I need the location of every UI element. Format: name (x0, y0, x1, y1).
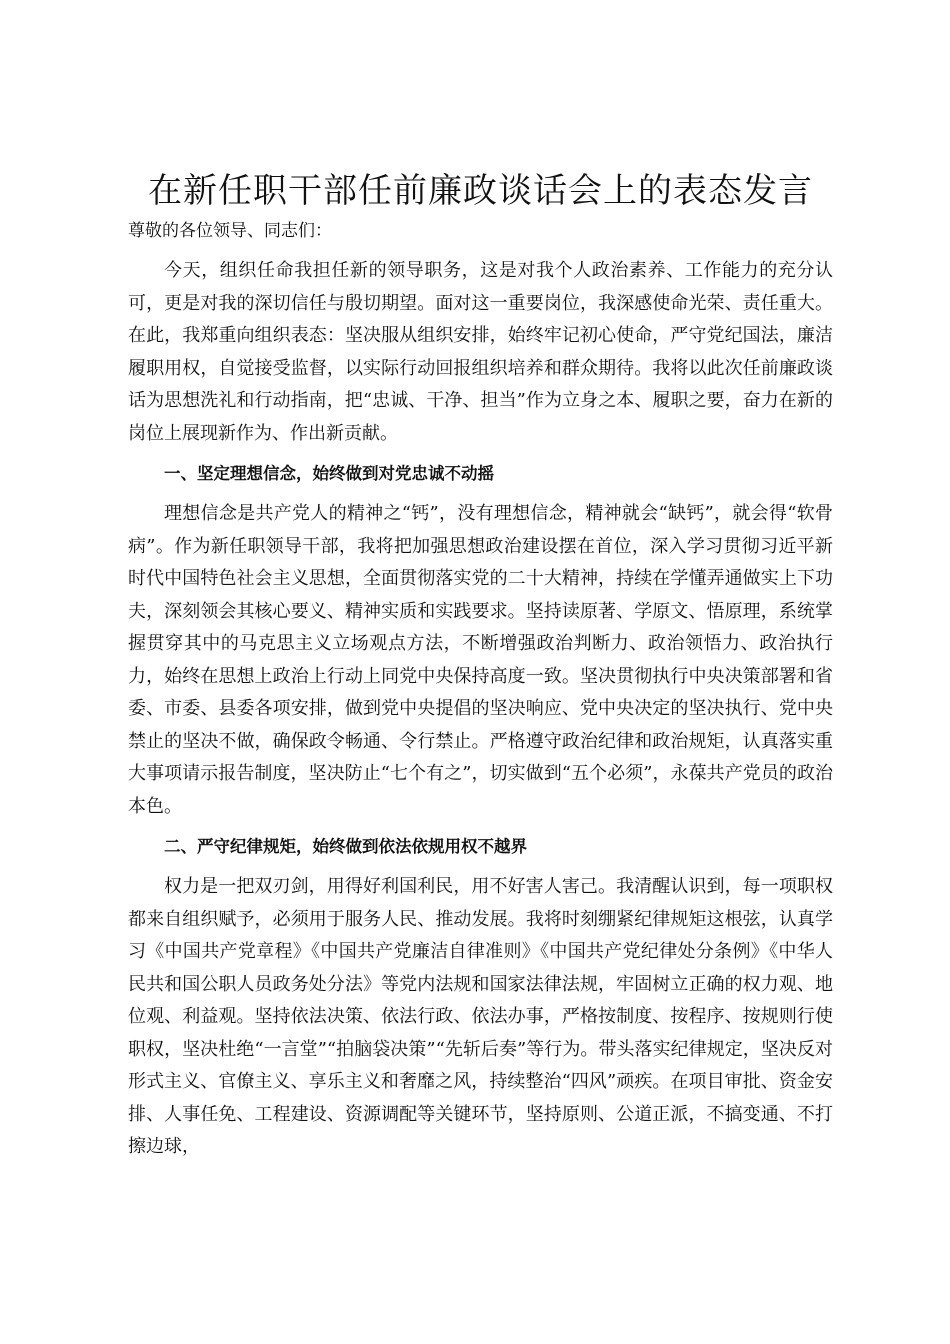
document-title: 在新任职干部任前廉政谈话会上的表态发言 (148, 171, 813, 211)
intro-paragraph: 今天，组织任命我担任新的领导职务，这是对我个人政治素养、工作能力的充分认可，更是对我的深切信任与殷切期望。面对这一重要岗位，我深感使命光荣、责任重大。在此，我郑重向组织表态：坚决服从组织安排，始终牢记初心使命，严守党纪国法，廉洁履职用权，自觉接受监督，以实际行动回报组织培养和群众期待。我将以此次任前廉政谈话为思想洗礼和行动指南，把“忠诚、干净、担当”作为立身之本、履职之要，奋力在新的岗位上展现新作为、作出新贡献。 (128, 260, 833, 444)
document-page (128, 168, 833, 1164)
section-body-2: 权力是一把双刃剑，用得好利国利民，用不好害人害己。我清醒认识到，每一项职权都来自组织赋予，必须用于服务人民、推动发展。我将时刻绷紧纪律规矩这根弦，认真学习《中国共产党章程》《中国共产党廉洁自律准则》《中国共产党纪律处分条例》《中华人民共和国公职人员政务处分法》等党内法规和国家法律法规，牢固树立正确的权力观、地位观、利益观。坚持依法决策、依法行政、依法办事，严格按制度、按程序、按规则行使职权，坚决杜绝“一言堂”“拍脑袋决策”“先斩后奏”等行为。带头落实纪律规定，坚决反对形式主义、官僚主义、享乐主义和奢靡之风，持续整治“四风”顽疾。在项目审批、资金安排、人事任免、工程建设、资源调配等关键环节，坚持原则、公道正派，不搞变通、不打擦边球， (128, 876, 833, 1157)
section-heading-2: 二、严守纪律规矩，始终做到依法依规用权不越界 (164, 837, 527, 856)
section-heading-1: 一、坚定理想信念，始终做到对党忠诚不动摇 (164, 464, 494, 483)
salutation: 尊敬的各位领导、同志们： (128, 221, 332, 241)
section-body-1: 理想信念是共产党人的精神之“钙”，没有理想信念，精神就会“缺钙”，就会得“软骨病”。作为新任职领导干部，我将把加强思想政治建设摆在首位，深入学习贯彻习近平新时代中国特色社会主义思想，全面贯彻落实党的二十大精神，持续在学懂弄通做实上下功夫，深刻领会其核心要义、精神实质和实践要求。坚持读原著、学原文、悟原理，系统掌握贯穿其中的马克思主义立场观点方法，不断增强政治判断力、政治领悟力、政治执行力，始终在思想上政治上行动上同党中央保持高度一致。坚决贯彻执行中央决策部署和省委、市委、县委各项安排，做到党中央提倡的坚决响应、党中央决定的坚决执行、党中央禁止的坚决不做，确保政令畅通、令行禁止。严格遵守政治纪律和政治规矩，认真落实重大事项请示报告制度，坚决防止“七个有之”，切实做到“五个必须”，永葆共产党员的政治本色。 (128, 503, 833, 817)
